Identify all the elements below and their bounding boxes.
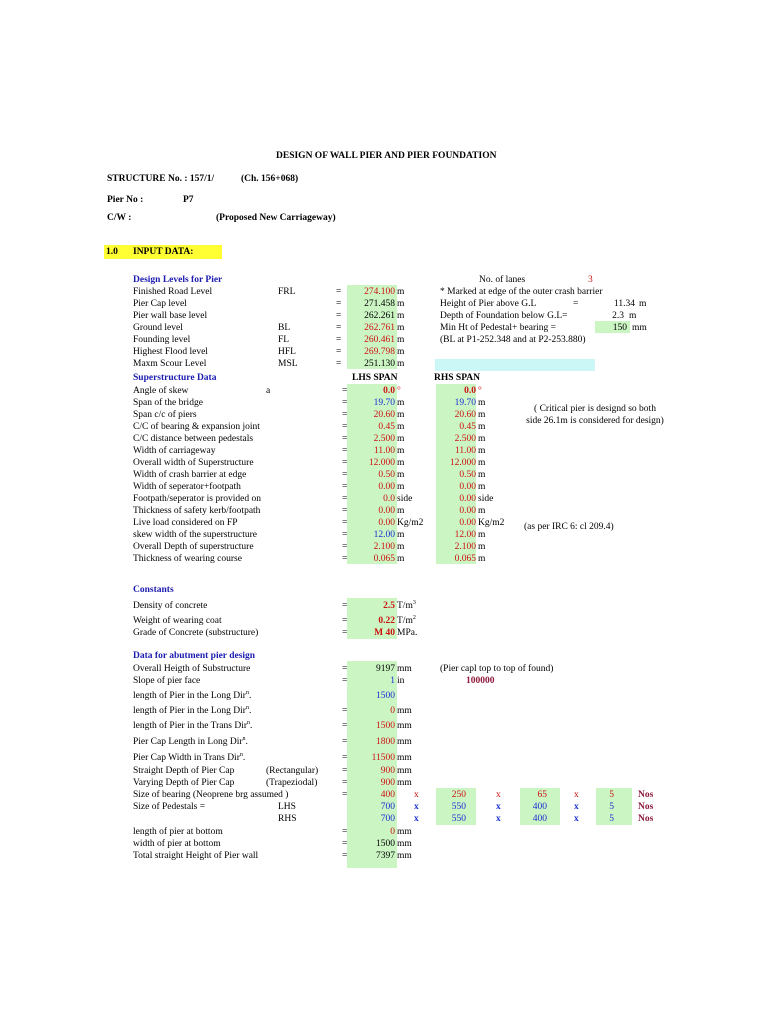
height-label: Height of Pier above G.L: [440, 299, 537, 309]
rhs-span-header: RHS SPAN: [434, 373, 481, 383]
abutment-unit: mm: [397, 721, 412, 731]
chainage: (Ch. 156+068): [241, 174, 299, 184]
bearing-eq: =: [342, 790, 348, 800]
super-label: Thickness of safety kerb/footpath: [133, 506, 261, 516]
abutment-sublabel: (Rectangular): [266, 766, 319, 776]
count-unit: Nos: [638, 814, 654, 824]
super-eq: =: [342, 554, 348, 564]
times-sign: x: [574, 790, 579, 800]
super-eq: =: [342, 470, 348, 480]
abutment-eq: =: [342, 676, 348, 686]
lhs-unit: side: [397, 494, 413, 504]
level-abbr: MSL: [278, 359, 298, 369]
cw-label: C/W :: [107, 213, 132, 223]
level-label: Founding level: [133, 335, 191, 345]
constant-label: Grade of Concrete (substructure): [133, 628, 259, 638]
super-eq: =: [342, 506, 348, 516]
level-unit: m: [397, 347, 405, 357]
super-label: Width of carriageway: [133, 446, 216, 456]
super-label: Live load considered on FP: [133, 518, 238, 528]
abutment-value: 900: [380, 778, 395, 788]
irc-note: (as per IRC 6: cl 209.4): [524, 522, 614, 532]
rhs-value: 0.065: [454, 554, 476, 564]
size-a: 400: [380, 790, 395, 800]
rhs-value: 0.00: [459, 494, 476, 504]
pier-cap-note-value: 100000: [466, 676, 495, 686]
lhs-value: 20.60: [373, 410, 395, 420]
super-eq: =: [342, 410, 348, 420]
rhs-value: 0.0: [464, 386, 476, 396]
lhs-value: 0.0: [383, 386, 395, 396]
abutment-unit: mm: [397, 664, 412, 674]
constant-unit: $T/m^2$: [397, 614, 416, 626]
count: 5: [609, 790, 614, 800]
lhs-value: 2.100: [373, 542, 395, 552]
constant-unit: $T/m^3$: [397, 599, 416, 611]
times-sign: x: [574, 802, 579, 812]
bottom-label: width of pier at bottom: [133, 839, 221, 849]
lhs-value: 12.00: [373, 530, 395, 540]
level-abbr: HFL: [278, 347, 296, 357]
bottom-unit: mm: [397, 851, 412, 861]
lhs-unit: m: [397, 446, 405, 456]
constants-heading: Constants: [133, 585, 174, 595]
superstructure-heading: Superstructure Data: [133, 373, 217, 383]
abutment-unit: mm: [397, 753, 412, 763]
rhs-unit: °: [478, 386, 482, 396]
bottom-value: 7397: [376, 851, 395, 861]
rhs-unit: side: [478, 494, 494, 504]
abutment-unit: in: [397, 676, 405, 686]
rhs-unit: m: [478, 554, 486, 564]
depth-unit: m: [629, 311, 637, 321]
page-title: DESIGN OF WALL PIER AND PIER FOUNDATION: [276, 151, 497, 161]
crash-barrier-note: * Marked at edge of the outer crash barrier: [440, 287, 603, 297]
super-label: Thickness of wearing course: [133, 554, 242, 564]
size-c: 65: [537, 790, 547, 800]
level-value: 251.130: [364, 359, 395, 369]
depth-label: Depth of Foundation below G.L=: [440, 311, 568, 321]
rhs-value: 12.00: [454, 530, 476, 540]
abutment-value: 11500: [371, 753, 395, 763]
rhs-unit: m: [478, 542, 486, 552]
lhs-value: 0.45: [378, 422, 395, 432]
lhs-unit: m: [397, 542, 405, 552]
rhs-unit: m: [478, 434, 486, 444]
level-eq: =: [336, 359, 342, 369]
size-c: 400: [532, 802, 547, 812]
rhs-value: 19.70: [454, 398, 476, 408]
super-eq: =: [342, 422, 348, 432]
bearing-label: Size of bearing (Neoprene brg assumed ): [133, 790, 289, 800]
lhs-value: 2.500: [373, 434, 395, 444]
level-label: Pier wall base level: [133, 311, 208, 321]
pedestal-side: RHS: [278, 814, 297, 824]
lhs-unit: m: [397, 554, 405, 564]
size-b: 550: [451, 802, 466, 812]
lhs-value: 12.000: [368, 458, 395, 468]
rhs-unit: m: [478, 530, 486, 540]
abutment-label: length of Pier in the Long Dir$^n$.: [133, 689, 252, 701]
constant-eq: =: [342, 601, 348, 611]
level-value: 274.100: [364, 287, 395, 297]
bottom-eq: =: [342, 827, 348, 837]
cyan-band: [435, 359, 595, 371]
constant-eq: =: [342, 628, 348, 638]
constant-value: 0.22: [378, 616, 395, 626]
lhs-value: 0.50: [378, 470, 395, 480]
abutment-value: 1500: [376, 721, 395, 731]
lhs-unit: °: [397, 386, 401, 396]
lhs-unit: m: [397, 398, 405, 408]
super-label: Width of crash barrier at edge: [133, 470, 247, 480]
abutment-eq: =: [342, 737, 348, 747]
level-abbr: FL: [278, 335, 290, 345]
depth-value: 2.3: [612, 311, 624, 321]
pedestal-label: Size of Pedestals =: [133, 802, 206, 812]
lhs-value: 0.00: [378, 482, 395, 492]
count-unit: Nos: [638, 790, 654, 800]
lhs-value: 19.70: [373, 398, 395, 408]
abutment-eq: =: [342, 753, 348, 763]
height-eq: =: [573, 299, 579, 309]
super-eq: =: [342, 530, 348, 540]
rhs-unit: m: [478, 458, 486, 468]
rhs-unit: m: [478, 470, 486, 480]
size-a: 700: [380, 802, 395, 812]
lanes-value: 3: [588, 275, 593, 285]
size-b: 250: [451, 790, 466, 800]
lhs-unit: m: [397, 506, 405, 516]
level-label: Finished Road Level: [133, 287, 213, 297]
super-eq: =: [342, 386, 348, 396]
abutment-unit: mm: [397, 706, 412, 716]
abutment-eq: =: [342, 721, 348, 731]
abutment-label: length of Pier in the Long Dir$^n$.: [133, 704, 252, 716]
rhs-value: 0.00: [459, 482, 476, 492]
bottom-label: length of pier at bottom: [133, 827, 223, 837]
pier-label: Pier No :: [107, 195, 144, 205]
lhs-unit: m: [397, 470, 405, 480]
times-sign: x: [496, 802, 501, 812]
super-symbol: a: [266, 386, 271, 396]
rhs-value: 2.500: [454, 434, 476, 444]
lhs-value: 0.00: [378, 506, 395, 516]
abutment-label: Pier Cap Width in Trans Dir$^n$.: [133, 751, 246, 763]
count-unit: Nos: [638, 802, 654, 812]
lhs-unit: m: [397, 458, 405, 468]
rhs-value: 20.60: [454, 410, 476, 420]
level-value: 269.798: [364, 347, 395, 357]
abutment-label: Slope of pier face: [133, 676, 201, 686]
super-label: Width of seperator+footpath: [133, 482, 241, 492]
bottom-value: 0: [390, 827, 395, 837]
min-height-value: 150: [612, 323, 627, 333]
abutment-heading: Data for abutment pier design: [133, 651, 256, 661]
structure-label: STRUCTURE No. : 157/1/: [107, 174, 215, 184]
times-sign: x: [414, 814, 419, 824]
super-eq: =: [342, 518, 348, 528]
abutment-unit: mm: [397, 778, 412, 788]
level-value: 260.461: [364, 335, 395, 345]
rhs-value: 2.100: [454, 542, 476, 552]
size-b: 550: [451, 814, 466, 824]
abutment-unit: mm: [397, 737, 412, 747]
super-label: Footpath/seperator is provided on: [133, 494, 261, 504]
level-label: Pier Cap level: [133, 299, 187, 309]
level-eq: =: [336, 323, 342, 333]
bottom-unit: mm: [397, 827, 412, 837]
abutment-eq: =: [342, 766, 348, 776]
abutment-unit: mm: [397, 766, 412, 776]
level-label: Maxm Scour Level: [133, 359, 207, 369]
level-value: 271.458: [364, 299, 395, 309]
min-height-unit: mm: [632, 323, 647, 333]
cw-value: (Proposed New Carriageway): [216, 213, 336, 223]
lhs-value: 0.065: [373, 554, 395, 564]
times-sign: x: [496, 790, 501, 800]
abutment-value: 1800: [376, 737, 395, 747]
level-eq: =: [336, 311, 342, 321]
pier-value: P7: [183, 195, 194, 205]
count: 5: [609, 814, 614, 824]
times-sign: x: [496, 814, 501, 824]
rhs-value: 12.000: [449, 458, 476, 468]
level-unit: m: [397, 287, 405, 297]
super-eq: =: [342, 398, 348, 408]
lhs-unit: m: [397, 482, 405, 492]
level-abbr: BL: [278, 323, 291, 333]
super-eq: =: [342, 542, 348, 552]
rhs-unit: m: [478, 446, 486, 456]
super-label: C/C of bearing & expansion joint: [133, 422, 260, 432]
constant-value: M 40: [374, 628, 395, 638]
super-label: Overall Depth of superstructure: [133, 542, 254, 552]
level-label: Ground level: [133, 323, 183, 333]
rhs-unit: Kg/m2: [478, 518, 505, 528]
level-unit: m: [397, 323, 405, 333]
rhs-unit: m: [478, 410, 486, 420]
constant-label: Weight of wearing coat: [133, 616, 222, 626]
abutment-value: 900: [380, 766, 395, 776]
lhs-span-header: LHS SPAN: [352, 373, 398, 383]
level-eq: =: [336, 335, 342, 345]
abutment-eq: =: [342, 778, 348, 788]
level-unit: m: [397, 359, 405, 369]
abutment-sublabel: (Trapeziodal): [266, 778, 318, 788]
level-eq: =: [336, 347, 342, 357]
bottom-label: Total straight Height of Pier wall: [133, 851, 259, 861]
level-unit: m: [397, 299, 405, 309]
lhs-value: 0.00: [378, 518, 395, 528]
times-sign: x: [414, 802, 419, 812]
super-eq: =: [342, 494, 348, 504]
lanes-label: No. of lanes: [479, 275, 526, 285]
size-c: 400: [532, 814, 547, 824]
abutment-label: Straight Depth of Pier Cap: [133, 766, 235, 776]
section-title: INPUT DATA:: [133, 247, 194, 257]
rhs-value: 0.00: [459, 506, 476, 516]
lhs-unit: m: [397, 434, 405, 444]
rhs-value: 0.50: [459, 470, 476, 480]
rhs-value: 11.00: [454, 446, 476, 456]
bottom-value: 1500: [376, 839, 395, 849]
level-unit: m: [397, 335, 405, 345]
level-value: 262.261: [364, 311, 395, 321]
super-label: Overall width of Superstructure: [133, 458, 254, 468]
abutment-eq: =: [342, 664, 348, 674]
super-label: Span c/c of piers: [133, 410, 197, 420]
level-eq: =: [336, 287, 342, 297]
super-eq: =: [342, 446, 348, 456]
bottom-eq: =: [342, 839, 348, 849]
bl-note: (BL at P1-252.348 and at P2-253.880): [440, 335, 586, 345]
height-unit: m: [639, 299, 647, 309]
rhs-unit: m: [478, 506, 486, 516]
min-height-label: Min Ht of Pedestal+ bearing =: [440, 323, 556, 333]
abutment-label: Pier Cap Length in Long Dir$^n$.: [133, 735, 248, 747]
abutment-value: 0: [390, 706, 395, 716]
lhs-value: 0.0: [383, 494, 395, 504]
level-abbr: FRL: [278, 287, 296, 297]
abutment-label: length of Pier in the Trans Dir$^n$.: [133, 719, 253, 731]
bottom-eq: =: [342, 851, 348, 861]
abutment-eq: =: [342, 706, 348, 716]
critical-note-1: ( Critical pier is designd so both: [534, 404, 656, 414]
level-value: 262.761: [364, 323, 395, 333]
design-levels-heading: Design Levels for Pier: [133, 275, 223, 285]
bottom-unit: mm: [397, 839, 412, 849]
size-a: 700: [380, 814, 395, 824]
rhs-value: 0.45: [459, 422, 476, 432]
super-label: Angle of skew: [133, 386, 189, 396]
rhs-unit: m: [478, 422, 486, 432]
times-sign: x: [414, 790, 419, 800]
abutment-label: Varying Depth of Pier Cap: [133, 778, 235, 788]
super-eq: =: [342, 434, 348, 444]
rhs-unit: m: [478, 398, 486, 408]
level-label: Highest Flood level: [133, 347, 208, 357]
lhs-unit: Kg/m2: [397, 518, 424, 528]
super-label: skew width of the superstructure: [133, 530, 257, 540]
pier-cap-note: (Pier capl top to top of found): [440, 664, 554, 674]
abutment-value: 1500: [376, 691, 395, 701]
constant-value: 2.5: [383, 601, 395, 611]
times-sign: x: [574, 814, 579, 824]
super-label: C/C distance between pedestals: [133, 434, 254, 444]
pedestal-side: LHS: [278, 802, 296, 812]
level-eq: =: [336, 299, 342, 309]
lhs-unit: m: [397, 410, 405, 420]
section-number: 1.0: [106, 247, 118, 257]
level-unit: m: [397, 311, 405, 321]
super-eq: =: [342, 482, 348, 492]
abutment-value: 9197: [376, 664, 395, 674]
abutment-value: 1: [390, 676, 395, 686]
height-value: 11.34: [613, 299, 635, 309]
constant-unit: MPa.: [397, 628, 418, 638]
lhs-unit: m: [397, 530, 405, 540]
critical-note-2: side 26.1m is considered for design): [526, 416, 664, 426]
constant-eq: =: [342, 616, 348, 626]
lhs-value: 11.00: [373, 446, 395, 456]
super-eq: =: [342, 458, 348, 468]
rhs-unit: m: [478, 482, 486, 492]
count: 5: [609, 802, 614, 812]
rhs-value: 0.00: [459, 518, 476, 528]
lhs-unit: m: [397, 422, 405, 432]
abutment-label: Overall Heigth of Substructure: [133, 664, 251, 674]
super-label: Span of the bridge: [133, 398, 203, 408]
constant-label: Density of concrete: [133, 601, 208, 611]
